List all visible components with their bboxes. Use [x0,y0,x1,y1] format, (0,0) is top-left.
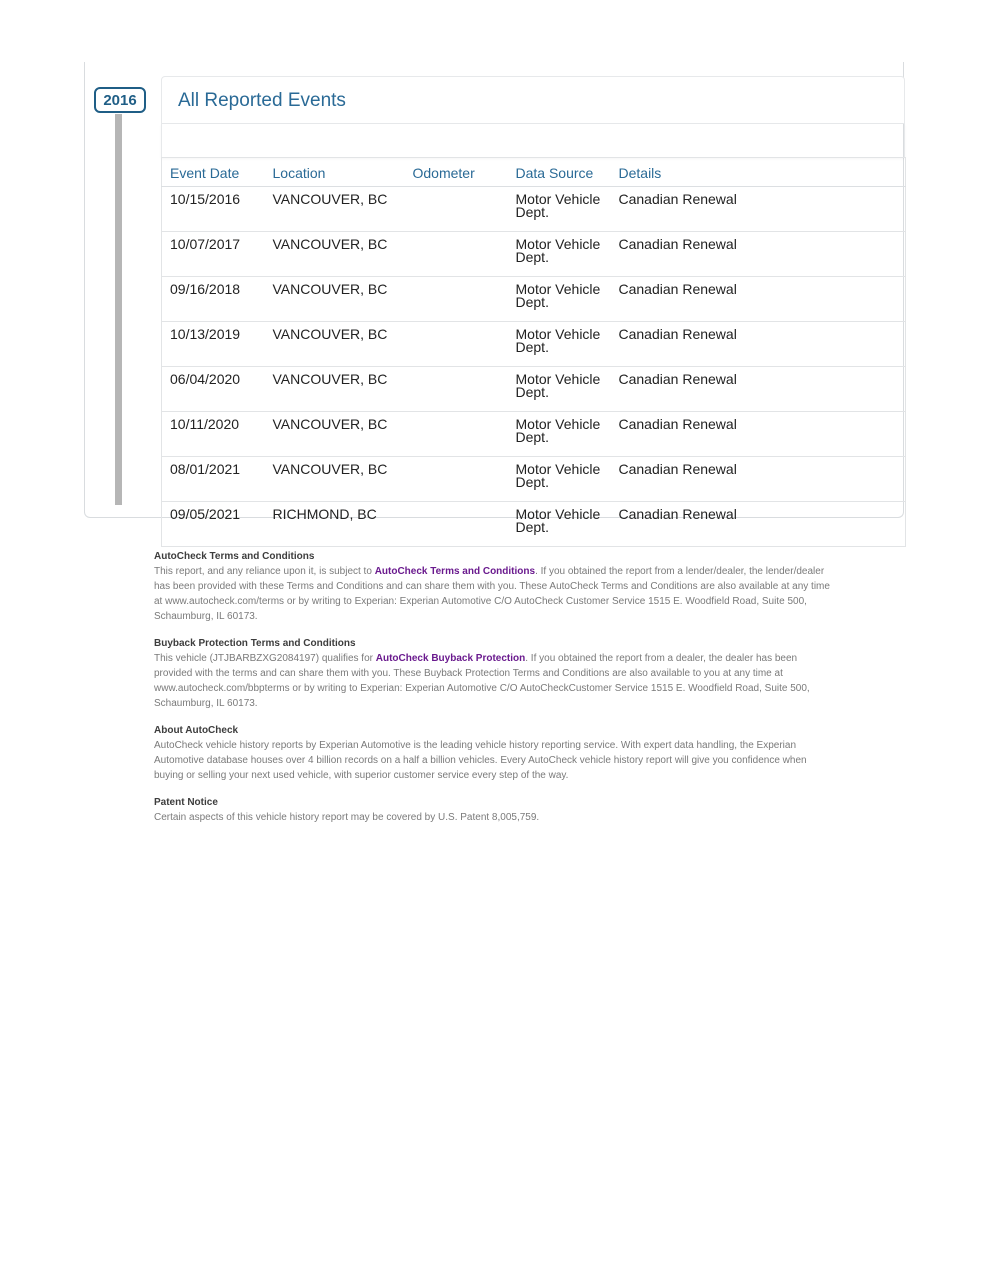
details-cell: Canadian Renewal [611,322,906,367]
event-date-cell: 10/13/2019 [162,322,265,367]
event-date-cell: 06/04/2020 [162,367,265,412]
event-date-cell: 09/16/2018 [162,277,265,322]
location-cell: VANCOUVER, BC [265,187,405,232]
event-date-cell: 09/05/2021 [170,506,241,522]
event-date-cell: 10/11/2020 [162,412,265,457]
table-header-row [162,158,906,187]
details-cell: Canadian Renewal [611,277,906,322]
location-cell: VANCOUVER, BC [265,367,405,412]
location-cell: RICHMOND, BC [272,506,377,522]
data-source-cell: Motor Vehicle Dept. [508,367,611,412]
table-row [162,232,906,277]
column-header-event-date: Event Date [162,158,265,187]
odometer-cell [405,502,508,547]
terms-text [154,564,834,624]
details-cell: Canadian Renewal [611,457,906,502]
data-source-cell: Motor Vehicle Dept. [515,506,601,535]
location-cell: VANCOUVER, BC [265,457,405,502]
patent-heading: Patent Notice [154,797,218,808]
events-spacer-row [161,124,905,158]
about-heading: About AutoCheck [154,725,239,736]
odometer-cell [405,232,508,277]
table-row [162,367,906,412]
table-row [162,412,906,457]
odometer-cell [405,412,508,457]
column-header-details: Details [611,158,906,187]
location-cell: VANCOUVER, BC [265,232,405,277]
table-row [162,187,906,232]
odometer-cell [405,187,508,232]
buyback-section [154,636,834,711]
details-cell: Canadian Renewal [611,367,906,412]
event-date-cell: 10/07/2017 [162,232,265,277]
column-header-odometer: Odometer [405,158,508,187]
event-date-cell: 08/01/2021 [162,457,265,502]
event-date-cell: 10/15/2016 [162,187,265,232]
terms-heading: AutoCheck Terms and Conditions [154,551,315,562]
events-header [161,76,905,124]
terms-section [154,549,834,624]
odometer-cell [405,457,508,502]
events-title: All Reported Events [178,90,346,111]
odometer-cell [405,322,508,367]
buyback-text [154,651,834,711]
data-source-cell: Motor Vehicle Dept. [508,322,611,367]
details-cell: Canadian Renewal [611,412,906,457]
data-source-cell: Motor Vehicle Dept. [508,232,611,277]
patent-text: Certain aspects of this vehicle history report may be covered by U.S. Patent 8,005,759. [154,812,540,823]
footer-notices [154,549,834,837]
odometer-cell [405,367,508,412]
year-badge: 2016 [94,87,146,113]
buyback-link[interactable]: AutoCheck Buyback Protection [375,653,526,664]
table-row [162,457,906,502]
odometer-cell [405,277,508,322]
buyback-text-after: . If you obtained the report from a dealer, the dealer has been provided with the terms and can share them with you. These Buyback Protection Terms and Conditions are also available to you at any time at www.autocheck.com/bbpterms or by writing to Experian: Experian Automotive C/O AutoCheckCustomer Service 1515 E. Woodfield Road, Suite 500, Schaumburg, IL 60173. [154,653,810,709]
buyback-heading: Buyback Protection Terms and Conditions [154,638,356,649]
patent-section [154,795,834,825]
table-row [162,502,906,547]
timeline-bar [115,114,122,505]
data-source-cell: Motor Vehicle Dept. [508,457,611,502]
about-text: AutoCheck vehicle history reports by Experian Automotive is the leading vehicle history reporting service. With expert data handling, the Experian Automotive database houses over 4 billion records on a half a billion vehicles. Every AutoCheck vehicle history report will give you confidence when buying or selling your next used vehicle, with superior customer service every step of the way. [154,740,807,781]
location-cell: VANCOUVER, BC [265,322,405,367]
column-header-location: Location [265,158,405,187]
events-table [161,157,906,547]
details-cell: Canadian Renewal [618,506,737,522]
terms-text-after: . If you obtained the report from a lender/dealer, the lender/dealer has been provided with these Terms and Conditions and can share them with you. These AutoCheck Terms and Conditions are also available at any time at www.autocheck.com/terms or by writing to Experian: Experian Automotive C/O AutoCheck Customer Service 1515 E. Woodfield Road, Suite 500, Schaumburg, IL 60173. [154,566,830,622]
details-cell: Canadian Renewal [611,187,906,232]
details-cell: Canadian Renewal [611,232,906,277]
column-header-data-source: Data Source [508,158,611,187]
data-source-cell: Motor Vehicle Dept. [508,187,611,232]
data-source-cell: Motor Vehicle Dept. [508,412,611,457]
location-cell: VANCOUVER, BC [265,412,405,457]
location-cell: VANCOUVER, BC [265,277,405,322]
terms-link[interactable]: AutoCheck Terms and Conditions [374,566,536,577]
data-source-cell: Motor Vehicle Dept. [508,277,611,322]
table-row [162,277,906,322]
buyback-text-before: This vehicle (JTJBARBZXG2084197) qualifies for [154,653,376,664]
table-row [162,322,906,367]
about-section [154,723,834,783]
terms-text-before: This report, and any reliance upon it, is subject to [154,566,375,577]
